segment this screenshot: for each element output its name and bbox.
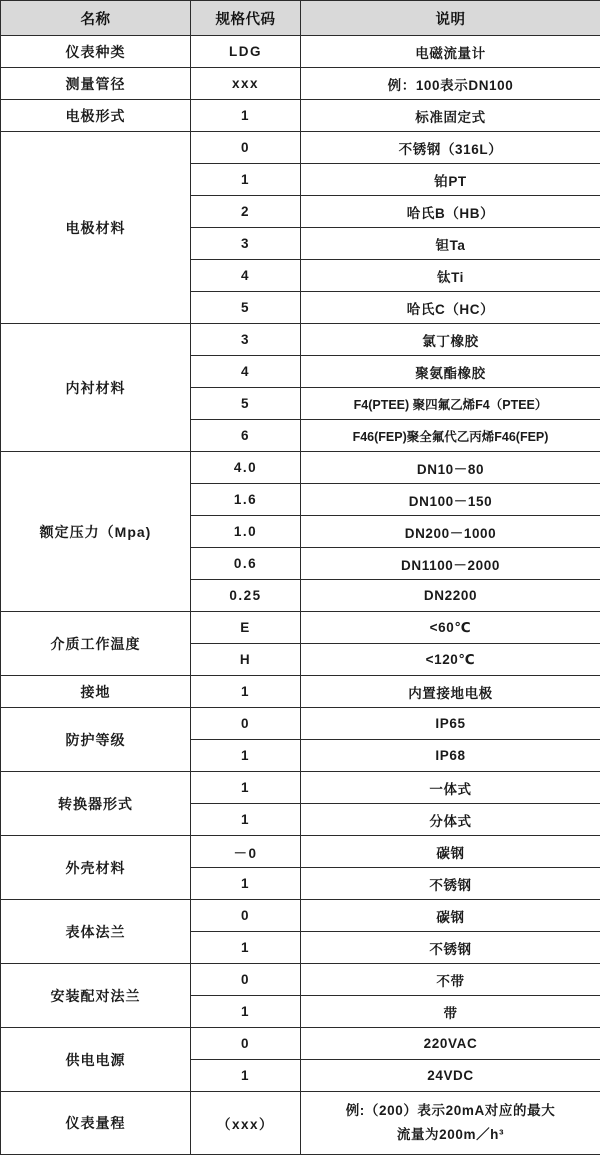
spec-code-cell: 1.0 [191,516,301,548]
spec-code-cell: LDG [191,36,301,68]
table-body [1,36,600,1155]
spec-description-cell: 哈氏C（HC） [301,292,600,324]
spec-description-cell: <60℃ [301,612,600,644]
spec-description-cell: 内置接地电极 [301,676,600,708]
table-row [1,324,600,356]
spec-description-cell: DN100－150 [301,484,600,516]
spec-code-cell: 4.0 [191,452,301,484]
spec-code-cell: xxx [191,68,301,100]
spec-description-cell: 氯丁橡胶 [301,324,600,356]
spec-description-cell: 铂PT [301,164,600,196]
spec-code-cell: E [191,612,301,644]
spec-description-cell: IP65 [301,708,600,740]
table-row [1,1092,600,1155]
spec-description-cell: 分体式 [301,804,600,836]
spec-code-cell: 0.6 [191,548,301,580]
table-row [1,452,600,484]
table-header [1,1,600,36]
spec-description-cell: <120℃ [301,644,600,676]
row-group-name: 额定压力（Mpa) [1,452,191,612]
spec-description-cell: DN10－80 [301,452,600,484]
spec-code-cell: 1 [191,996,301,1028]
row-group-name: 外壳材料 [1,836,191,900]
spec-description-cell: 聚氨酯橡胶 [301,356,600,388]
spec-code-cell: －0 [191,836,301,868]
spec-description-cell: 电磁流量计 [301,36,600,68]
spec-code-cell: 1 [191,868,301,900]
spec-code-cell: H [191,644,301,676]
spec-code-cell: 4 [191,356,301,388]
header-code: 规格代码 [191,1,301,36]
spec-description-cell: 不带 [301,964,600,996]
spec-code-cell: 0 [191,1028,301,1060]
row-group-name: 表体法兰 [1,900,191,964]
spec-description-cell: 例:（200）表示20mA对应的最大 流量为200m／h³ [301,1092,600,1155]
spec-description-cell: 带 [301,996,600,1028]
table-header-row [1,1,600,36]
header-name: 名称 [1,1,191,36]
spec-description-cell: DN2200 [301,580,600,612]
spec-code-cell: 1 [191,804,301,836]
spec-code-cell: 6 [191,420,301,452]
table-row [1,708,600,740]
spec-code-cell: 5 [191,292,301,324]
spec-description-cell: 不锈钢（316L） [301,132,600,164]
spec-description-cell: DN200－1000 [301,516,600,548]
spec-code-cell: 0 [191,900,301,932]
spec-code-cell: 0 [191,132,301,164]
spec-description-cell: IP68 [301,740,600,772]
table-row [1,900,600,932]
table-row [1,836,600,868]
row-group-name: 防护等级 [1,708,191,772]
spec-description-cell: 碳钢 [301,900,600,932]
row-group-name: 仪表种类 [1,36,191,68]
spec-code-cell: 0 [191,964,301,996]
spec-description-cell: 一体式 [301,772,600,804]
spec-code-cell: 3 [191,228,301,260]
row-group-name: 转换器形式 [1,772,191,836]
row-group-name: 接地 [1,676,191,708]
spec-code-cell: 3 [191,324,301,356]
table-row [1,132,600,164]
spec-code-cell: 1.6 [191,484,301,516]
spec-description-cell: 标准固定式 [301,100,600,132]
table-row [1,68,600,100]
header-description: 说明 [301,1,600,36]
row-group-name: 供电电源 [1,1028,191,1092]
table-row [1,1028,600,1060]
spec-description-cell: 24VDC [301,1060,600,1092]
spec-code-cell: 0.25 [191,580,301,612]
spec-code-cell: 1 [191,676,301,708]
spec-code-cell: （xxx） [191,1092,301,1155]
table-row [1,676,600,708]
row-group-name: 内衬材料 [1,324,191,452]
spec-description-cell: 不锈钢 [301,932,600,964]
row-group-name: 仪表量程 [1,1092,191,1155]
spec-code-cell: 1 [191,740,301,772]
table-row [1,772,600,804]
table-row [1,36,600,68]
spec-code-cell: 4 [191,260,301,292]
spec-description-cell: 钛Ti [301,260,600,292]
spec-code-cell: 1 [191,932,301,964]
row-group-name: 电极形式 [1,100,191,132]
spec-code-cell: 1 [191,1060,301,1092]
spec-code-cell: 1 [191,772,301,804]
spec-description-cell: F4(PTEE) 聚四氟乙烯F4（PTEE） [301,388,600,420]
spec-code-cell: 1 [191,164,301,196]
row-group-name: 介质工作温度 [1,612,191,676]
table-row [1,100,600,132]
spec-code-cell: 1 [191,100,301,132]
spec-code-cell: 0 [191,708,301,740]
table-row [1,612,600,644]
spec-description-cell: 钽Ta [301,228,600,260]
row-group-name: 测量管径 [1,68,191,100]
spec-description-cell: 哈氏B（HB） [301,196,600,228]
spec-description-cell: 碳钢 [301,836,600,868]
row-group-name: 安装配对法兰 [1,964,191,1028]
table-row [1,964,600,996]
row-group-name: 电极材料 [1,132,191,324]
spec-description-cell: DN1100－2000 [301,548,600,580]
spec-description-cell: 不锈钢 [301,868,600,900]
spec-description-cell: 220VAC [301,1028,600,1060]
spec-description-cell: F46(FEP)聚全氟代乙丙烯F46(FEP) [301,420,600,452]
spec-code-cell: 5 [191,388,301,420]
spec-description-cell: 例：100表示DN100 [301,68,600,100]
spec-code-cell: 2 [191,196,301,228]
